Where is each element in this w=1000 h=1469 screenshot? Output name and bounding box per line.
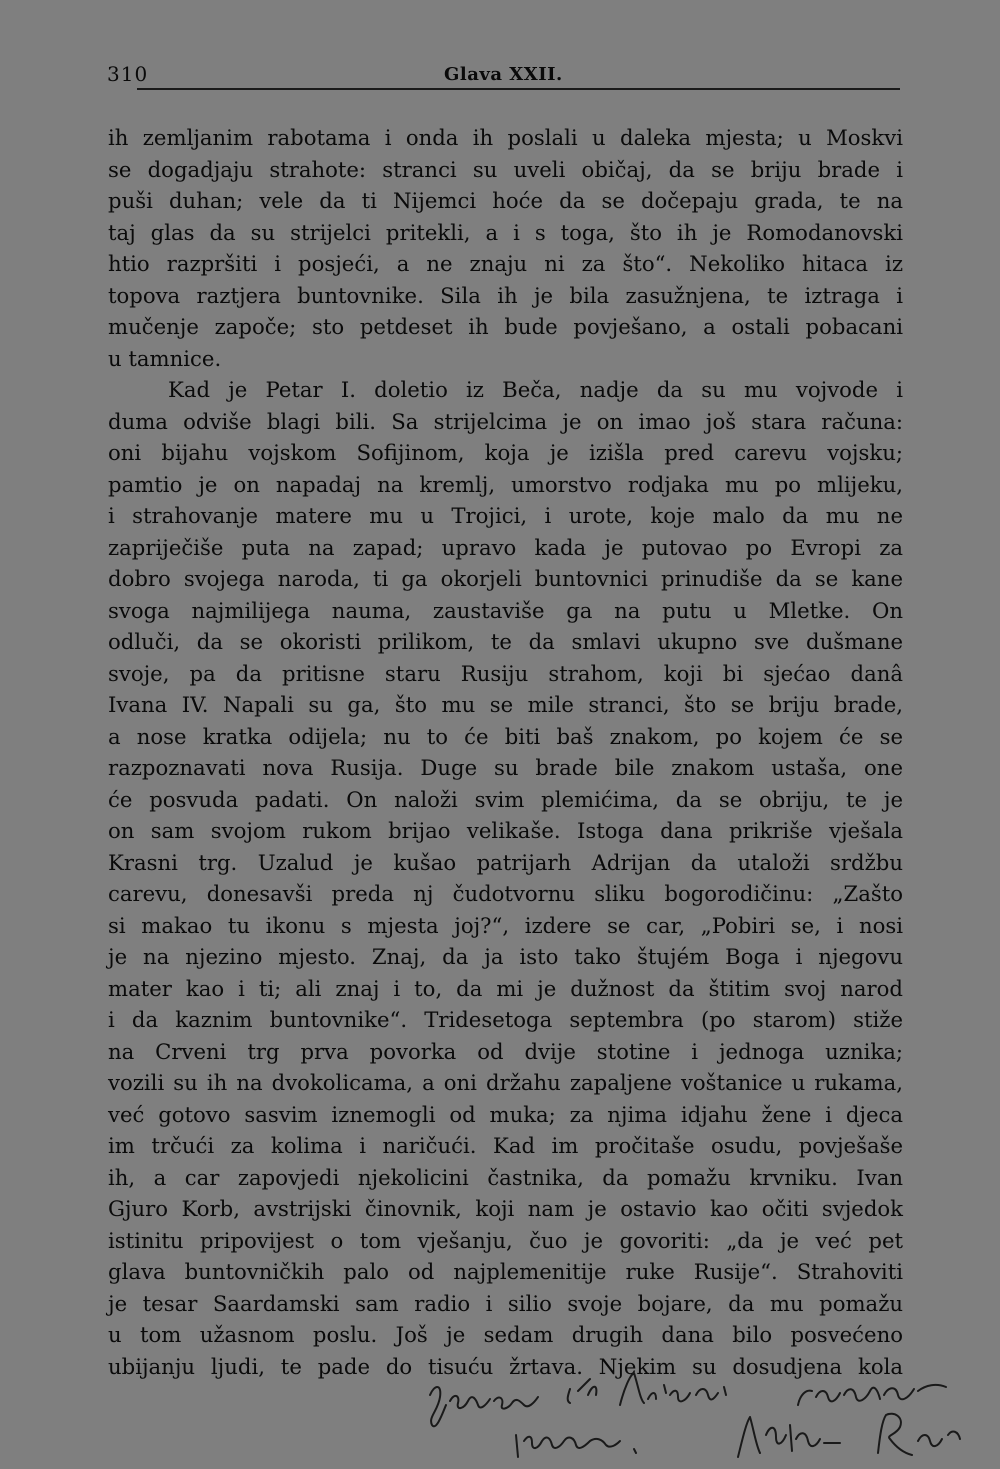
text-line: u tom užasnom poslu. Još je sedam drugih dana bilo posvećeno [108, 1322, 903, 1347]
text-line: svoga najmilijega nauma, zaustaviše ga na putu u Mletke. On [108, 597, 903, 623]
text-line: mater kao i ti; ali znaj i to, da mi je dužnost da štitim svoj narod [108, 975, 903, 1001]
text-line: duma odviše blagi bili. Sa strijelcima je on imao još stara računa: [108, 408, 903, 434]
text-line: dobro svojega naroda, ti ga okorjeli buntovnici prinudiše da se kane [108, 566, 903, 591]
text-line: svoje, pa da pritisne staru Rusiju strahom, koji bi sjećao danâ [108, 660, 903, 686]
text-line: će posvuda padati. On naloži svim plemićima, da se obriju, te je [108, 786, 903, 812]
text-line: istinitu pripovijest o tom vješanju, čuo je govoriti: „da je već pet [108, 1227, 903, 1253]
text-line: htio razpršiti i posjeći, a ne znaju ni za što“. Nekoliko hitaca iz [108, 251, 903, 276]
text-line: si makao tu ikonu s mjesta joj?“, izdere se car, „Pobiri se, i nosi [108, 912, 903, 938]
text-line: glava buntovničkih palo od najplemenitije ruke Rusije“. Strahoviti [108, 1259, 903, 1284]
text-line: topova raztjera buntovnike. Sila ih je bila zasužnjena, te iztraga i [108, 282, 903, 308]
text-line: zapriječiše puta na zapad; upravo kada je putovao po Evropi za [108, 534, 903, 560]
text-line: i da kaznim buntovnike“. Tridesetoga septembra (po starom) stiže [108, 1007, 903, 1032]
handwriting-scribble [420, 1365, 980, 1469]
header-rule [137, 88, 900, 90]
page-number: 310 [107, 62, 149, 86]
text-line: Gjuro Korb, avstrijski činovnik, koji nam je ostavio kao očiti svjedok [108, 1196, 903, 1221]
text-line: odluči, da se okoristi prilikom, te da smlavi ukupno sve dušmane [108, 629, 903, 654]
text-line: mučenje započe; sto petdeset ih bude povješano, a ostali pobacani [108, 314, 903, 339]
text-line: puši duhan; vele da ti Nijemci hoće da se dočepaju grada, te na [108, 188, 903, 213]
body-text [108, 122, 903, 1382]
text-line: Krasni trg. Uzalud je kušao patrijarh Adrijan da utaloži srdžbu [108, 849, 903, 875]
text-line: vozili su ih na dvokolicama, a oni držahu zapaljene voštanice u rukama, [108, 1070, 903, 1095]
page-header [107, 62, 900, 92]
text-line: u tamnice. [108, 345, 222, 371]
text-line: ih, a car zapovjedi njekolicini častnika, da pomažu krvniku. Ivan [108, 1164, 903, 1190]
text-line: se dogadjaju strahote: stranci su uveli običaj, da se briju brade i [108, 156, 903, 182]
text-line: pamtio je on napadaj na kremlj, umorstvo rodjaka mu po mlijeku, [108, 471, 903, 497]
text-line: ih zemljanim rabotama i onda ih poslali u daleka mjesta; u Moskvi [108, 125, 903, 150]
text-line: je tesar Saardamski sam radio i silio svoje bojare, da mu pomažu [108, 1290, 903, 1316]
text-line: oni bijahu vojskom Sofijinom, koja je izišla pred carevu vojsku; [108, 440, 903, 465]
running-title: Glava XXII. [444, 64, 563, 85]
text-line: već gotovo sasvim iznemogli od muka; za njima idjahu žene i djeca [108, 1101, 903, 1127]
text-line: ubijanju ljudi, te pade do tisuću žrtava. Njekim su dosudjena kola [108, 1353, 903, 1379]
text-line: Ivana IV. Napali su ga, što mu se mile stranci, što se briju brade, [108, 692, 903, 717]
text-line: je na njezino mjesto. Znaj, da ja isto tako štujém Boga i njegovu [108, 944, 903, 969]
text-line: razpoznavati nova Rusija. Duge su brade bile znakom ustaša, one [108, 755, 903, 780]
text-line: na Crveni trg prva povorka od dvije stotine i jednoga uznika; [108, 1038, 903, 1064]
text-line: on sam svojom rukom brijao velikaše. Istoga dana prikriše vješala [108, 818, 903, 843]
handwritten-note [420, 1365, 980, 1469]
text-line: im trčući za kolima i naričući. Kad im pročitaše osudu, povješaše [108, 1133, 903, 1158]
text-line: Kad je Petar I. doletio iz Beča, nadje da su mu vojvode i [168, 377, 903, 402]
text-line: a nose kratka odijela; nu to će biti baš znakom, po kojem će se [108, 723, 903, 749]
text-line: taj glas da su strijelci pritekli, a i s toga, što ih je Romodanovski [108, 219, 903, 245]
text-line: i strahovanje matere mu u Trojici, i urote, koje malo da mu ne [108, 503, 903, 528]
text-line: carevu, donesavši preda nj čudotvornu sliku bogorodičinu: „Zašto [108, 881, 903, 906]
